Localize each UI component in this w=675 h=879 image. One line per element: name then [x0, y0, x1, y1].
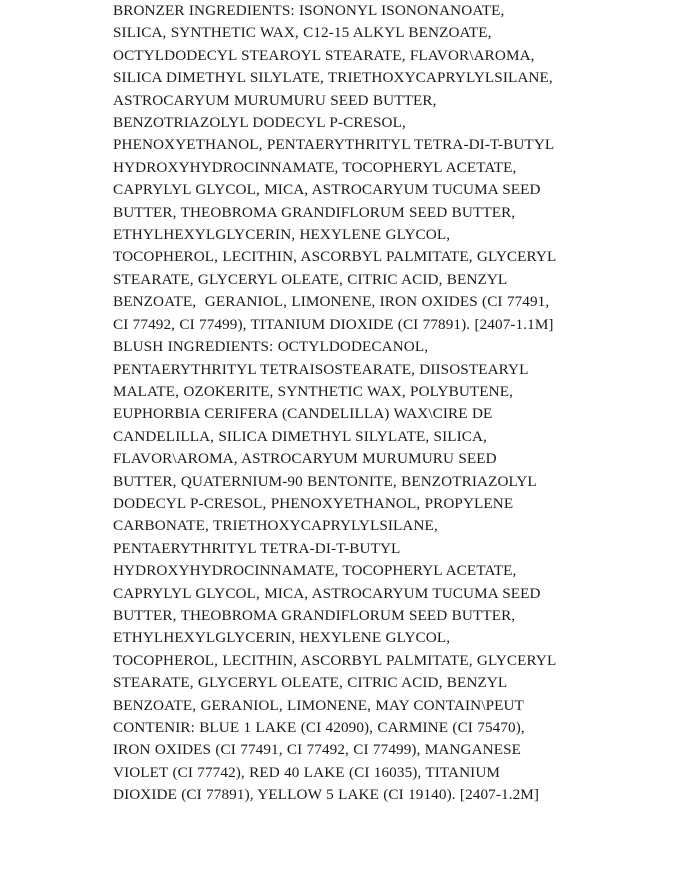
ingredients-text: BRONZER INGREDIENTS: ISONONYL ISONONANOATE, SILICA, SYNTHETIC WAX, C12-15 ALKYL BENZOATE, OCTYLDODECYL STEAROYL STEARATE, FLAVOR\AROMA, SILICA DIMETHYL SILYLATE, TRIETHOXYCAPRYLYLSILANE, ASTROCARYUM MURUMURU SEED BUTTER, BENZOTRIAZOLYL DODECYL P-CRESOL, PHENOXYETHANOL, PENTAERYTHRITYL TETRA-DI-T-BUTYL HYDROXYHYDROCINNAMATE, TOCOPHERYL ACETATE, CAPRYLYL GLYCOL, MICA, ASTROCARYUM TUCUMA SEED BUTTER, THEOBROMA GRANDIFLORUM SEED BUTTER, ETHYLHEXYLGLYCERIN, HEXYLENE GLYCOL, TOCOPHEROL, LECITHIN, ASCORBYL PALMITATE, GLYCERYL STEARATE, GLYCERYL OLEATE, CITRIC ACID, BENZYL BENZOATE, GERANIOL, LIMONENE, IRON OXIDES (CI 77491, CI 77492, CI 77499), TITANIUM DIOXIDE (CI 77891). [2407-1.1M] BLUSH INGREDIENTS: OCTYLDODECANOL, PENTAERYTHRITYL TETRAISOSTEARATE, DIISOSTEARYL MALATE, OZOKERITE, SYNTHETIC WAX, POLYBUTENE, EUPHORBIA CERIFERA (CANDELILLA) WAX\CIRE DE CANDELILLA, SILICA DIMETHYL SILYLATE, SILICA, FLAVOR\AROMA, ASTROCARYUM MURUMURU SEED BUTTER, QUATERNIUM-90 BENTONITE, BENZOTRIAZOLYL DODECYL P-CRESOL, PHENOXYETHANOL, PROPYLENE CARBONATE, TRIETHOXYCAPRYLYLSILANE, PENTAERYTHRITYL TETRA-DI-T-BUTYL HYDROXYHYDROCINNAMATE, TOCOPHERYL ACETATE, CAPRYLYL GLYCOL, MICA, ASTROCARYUM TUCUMA SEED BUTTER, THEOBROMA GRANDIFLORUM SEED BUTTER, ETHYLHEXYLGLYCERIN, HEXYLENE GLYCOL, TOCOPHEROL, LECITHIN, ASCORBYL PALMITATE, GLYCERYL STEARATE, GLYCERYL OLEATE, CITRIC ACID, BENZYL BENZOATE, GERANIOL, LIMONENE, MAY CONTAIN\PEUT CONTENIR: BLUE 1 LAKE (CI 42090), CARMINE (CI 75470), IRON OXIDES (CI 77491, CI 77492, CI 77499), MANGANESE VIOLET (CI 77742), RED 40 LAKE (CI 16035), TITANIUM DIOXIDE (CI 77891), YELLOW 5 LAKE (CI 19140). [2407-1.2M]: [113, 2, 561, 804]
